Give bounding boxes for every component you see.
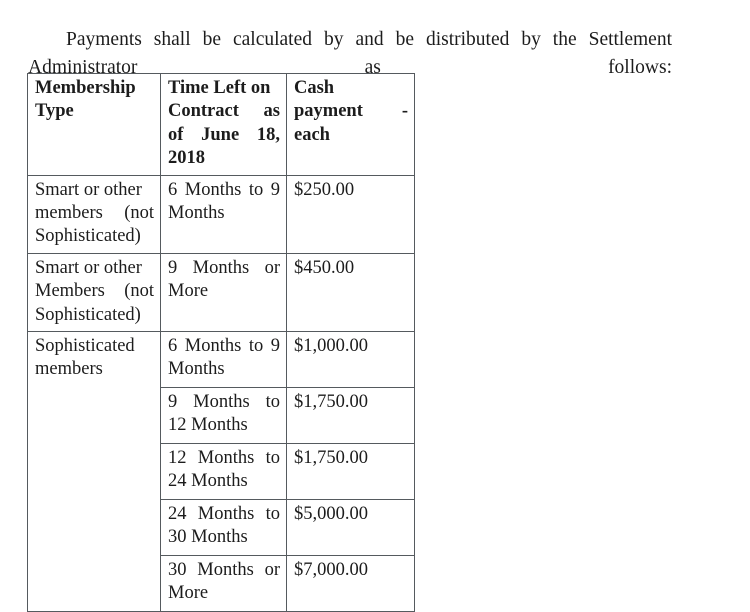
- table-row: [28, 332, 415, 388]
- table-header-row: [28, 74, 415, 176]
- cell-cash-payment: $5,000.00: [287, 500, 415, 556]
- header-hyphen: -: [401, 101, 408, 122]
- cell-time-left: 6 Months to 9 Months: [161, 332, 287, 388]
- table-header: [28, 74, 415, 176]
- cell-membership-type: Smart or other Members (not Sophisticated): [28, 253, 161, 331]
- cell-time-left: 30 Months or More: [161, 556, 287, 612]
- cell-cash-payment: $1,750.00: [287, 444, 415, 500]
- cell-time-left: 24 Months to 30 Months: [161, 500, 287, 556]
- payments-table: [27, 73, 415, 612]
- table-body: [28, 175, 415, 611]
- cell-cash-payment: $450.00: [287, 253, 415, 331]
- header-time-left: [161, 74, 287, 176]
- cell-time-left: 12 Months to 24 Months: [161, 444, 287, 500]
- table-row: [28, 253, 415, 331]
- cell-time-left: 6 Months to 9 Months: [161, 175, 287, 253]
- header-membership-type: [28, 74, 161, 176]
- cell-cash-payment: $1,750.00: [287, 388, 415, 444]
- cell-time-left: 9 Months to 12 Months: [161, 388, 287, 444]
- intro-paragraph: Payments shall be calculated by and be distributed by the Settlement Administrator as follows:: [28, 28, 672, 78]
- cell-cash-payment: $1,000.00: [287, 332, 415, 388]
- cell-time-left: 9 Months or More: [161, 253, 287, 331]
- header-membership-type-label: Membership Type: [35, 78, 136, 122]
- payments-table-container: [27, 73, 414, 612]
- header-cash-payment-label: Cash payment - each: [294, 78, 408, 145]
- cell-membership-type-sophisticated: Sophisticated members: [28, 332, 161, 612]
- cell-membership-type: Smart or other members (not Sophisticated): [28, 175, 161, 253]
- cell-cash-payment: $7,000.00: [287, 556, 415, 612]
- table-row: [28, 175, 415, 253]
- cell-cash-payment: $250.00: [287, 175, 415, 253]
- header-cash-payment: [287, 74, 415, 176]
- header-time-left-label: Time Left on Contract as of June 18, 2018: [168, 78, 280, 169]
